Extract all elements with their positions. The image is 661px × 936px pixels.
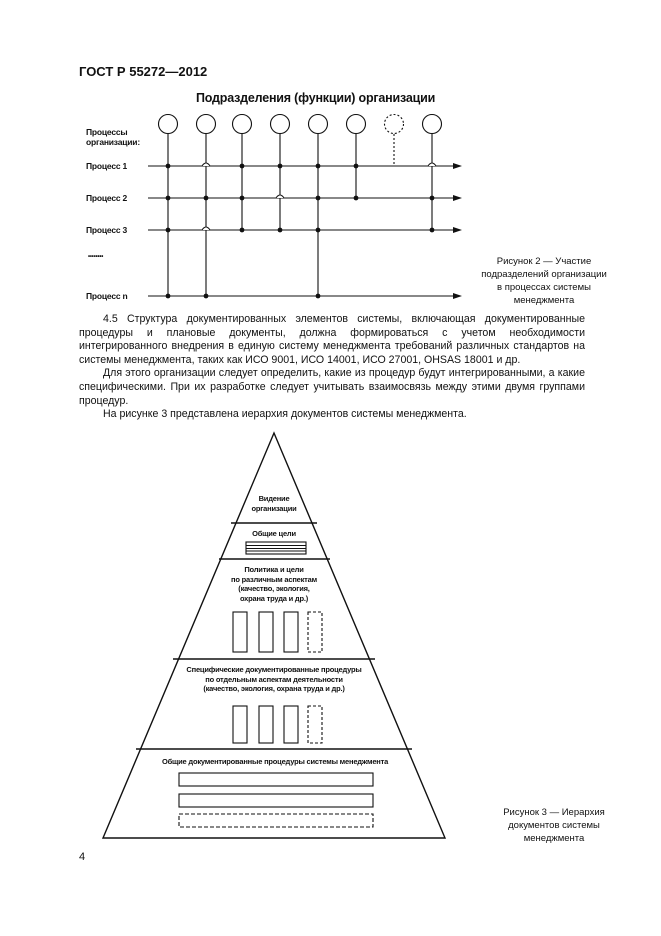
department-circle [271, 115, 290, 134]
figure3-caption: Рисунок 3 — Иерархия документов системы менеджмента [503, 807, 605, 844]
department-circle [197, 115, 216, 134]
department-circle [423, 115, 442, 134]
level-vision: Видение организации [251, 494, 297, 513]
process-label: Процесс n [86, 291, 128, 301]
department-circle [309, 115, 328, 134]
process-label: Процесс 3 [86, 225, 128, 235]
department-circle [159, 115, 178, 134]
processes-label-2: организации: [86, 137, 140, 147]
document-header: ГОСТ Р 55272—2012 [79, 64, 208, 79]
process-label: Процесс 2 [86, 193, 128, 203]
page-number: 4 [79, 851, 86, 863]
paragraph: На рисунке 3 представлена иерархия документов системы менеджмента. [103, 408, 467, 421]
level-goals: Общие цели [252, 529, 296, 538]
level-specific: Специфические документированные процедуры по отдельным аспектам деятельности (качество, экология, охрана труда и др.) [186, 665, 362, 693]
body-text [79, 313, 585, 422]
processes-label: Процессы [86, 127, 128, 137]
department-circle-dashed [385, 115, 404, 134]
level-general: Общие документированные процедуры системы менеджмента [161, 757, 389, 766]
department-circle [347, 115, 366, 134]
figure2-caption: Рисунок 2 — Участие подразделений организации в процессах системы менеджмента [481, 256, 607, 306]
paragraph: Для этого организации следует определить, какие из процедур будут интегрированными, а какие специфическими. При их разработке следует учитывать взаимосвязь между этими двумя группами процедур. [79, 367, 585, 407]
level-policy: Политика и цели по различным аспектам (качество, экология, охрана труда и др.) [231, 565, 317, 603]
process-label: Процесс 1 [86, 161, 128, 171]
figure2-title: Подразделения (функции) организации [196, 91, 436, 105]
department-circle [233, 115, 252, 134]
process-ellipsis: •••••••• [88, 254, 104, 260]
paragraph: 4.5 Структура документированных элементов системы, включающая документированные процедуры и плановые документы, должна формироваться с учетом необходимости интегрированного внедрения в единую систему менеджмента требований различных стандартов на системы менеджмента, таких как ИСО 9001, ИСО 14001, ИСО 27001, OHSAS 18001 и др. [79, 313, 585, 366]
